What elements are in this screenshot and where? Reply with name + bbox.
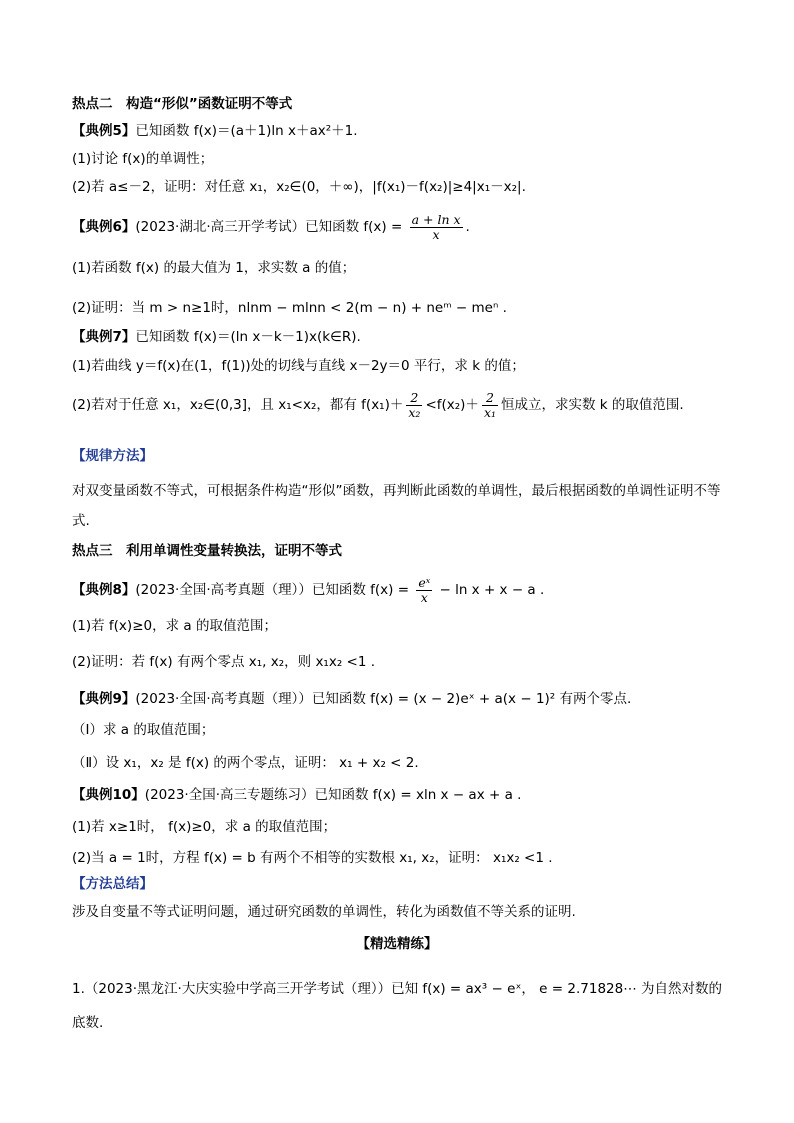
method-heading-1: 【规律方法】 (72, 448, 153, 464)
example-6-suffix: . (465, 219, 470, 235)
example-7-frac2-num: 2 (482, 391, 498, 406)
example-9-q1: （Ⅰ）求 a 的取值范围； (72, 722, 215, 738)
example-8-stem (72, 575, 722, 605)
section-heading-2: 热点二 构造“形似”函数证明不等式 (72, 96, 293, 112)
example-7-fraction-2 (482, 391, 498, 420)
example-8-q2: (2)证明：若 f(x) 有两个零点 x₁, x₂，则 x₁x₂ <1 . (72, 654, 376, 670)
example-6-frac-den: x (432, 226, 440, 242)
example-7-frac1-den: x₂ (408, 404, 421, 420)
example-10-label: 【典例10】 (72, 787, 145, 803)
example-5-q1: (1)讨论 f(x)的单调性； (72, 151, 214, 167)
example-7-frac1-num: 2 (406, 391, 422, 406)
example-9-text: (2023·全国·高考真题（理））已知函数 f(x) = (x − 2)eˣ + a(x − 1)² 有两个零点. (135, 691, 632, 707)
example-8-frac-num: eˣ (418, 574, 431, 590)
example-8-text: (2023·全国·高考真题（理））已知函数 f(x) = (135, 582, 414, 598)
example-7-q1: (1)若曲线 y＝f(x)在(1，f(1))处的切线与直线 x－2y＝0 平行，求 k 的值； (72, 358, 525, 374)
section-heading-3: 热点三 利用单调性变量转换法，证明不等式 (72, 543, 342, 559)
example-10-text: (2023·全国·高三专题练习）已知函数 f(x) = xln x − ax + a . (144, 787, 522, 803)
example-7-frac2-den: x₁ (483, 404, 496, 420)
example-7-q2-c: 恒成立，求实数 k 的取值范围. (501, 397, 684, 413)
example-5-label: 【典例5】 (72, 123, 136, 139)
method-text-1: 对双变量函数不等式，可根据条件构造“形似”函数，再判断此函数的单调性，最后根据函数的单调性证明不等式. (72, 483, 721, 529)
example-5-q2: (2)若 a≤－2，证明：对任意 x₁，x₂∈(0，＋∞)，|f(x₁)－f(x₂)|≥4|x₁－x₂|. (72, 179, 526, 195)
method-text-2: 涉及自变量不等式证明问题，通过研究函数的单调性，转化为函数值不等关系的证明. (72, 904, 576, 920)
example-10-stem (72, 785, 722, 805)
example-7-label: 【典例7】 (72, 329, 136, 345)
example-10-q1: (1)若 x≥1时， f(x)≥0，求 a 的取值范围； (72, 819, 337, 835)
example-6-frac-num: a + ln x (411, 211, 461, 227)
example-8-label: 【典例8】 (72, 582, 136, 598)
example-9-stem (72, 689, 722, 709)
example-8-q1: (1)若 f(x)≥0，求 a 的取值范围； (72, 618, 277, 634)
example-8-fraction (416, 576, 432, 605)
example-5-stem (72, 121, 722, 141)
example-7-fraction-1 (406, 391, 422, 420)
method-heading-2: 【方法总结】 (72, 876, 153, 892)
example-7-q2-b: <f(x₂)＋ (425, 397, 479, 413)
example-7-q2-a: (2)若对于任意 x₁，x₂∈(0,3]，且 x₁<x₂，都有 f(x₁)＋ (72, 397, 404, 413)
example-6-q1: (1)若函数 f(x) 的最大值为 1，求实数 a 的值； (72, 260, 356, 276)
example-5-text: 已知函数 f(x)＝(a＋1)ln x＋ax²＋1. (135, 123, 358, 139)
example-9-q2: （Ⅱ）设 x₁，x₂ 是 f(x) 的两个零点，证明： x₁ + x₂ < 2. (72, 755, 419, 771)
example-6-q2: (2)证明：当 m > n≥1时，nlnm − mlnn < 2(m − n) + neᵐ − meⁿ . (72, 300, 507, 316)
example-6-fraction (410, 213, 463, 242)
example-7-text: 已知函数 f(x)＝(ln x－k－1)x(k∈R). (135, 329, 361, 345)
example-6-label: 【典例6】 (72, 219, 136, 235)
example-8-frac-den: x (420, 589, 428, 605)
example-7-q2 (72, 387, 722, 423)
example-6-stem (72, 212, 722, 242)
example-9-label: 【典例9】 (72, 691, 136, 707)
example-6-text: (2023·湖北·高三开学考试）已知函数 f(x) = (135, 219, 407, 235)
example-7-stem (72, 327, 722, 347)
practice-item-1: 1.（2023·黑龙江·大庆实验中学高三开学考试（理））已知 f(x) = ax³ − eˣ， e = 2.71828⋯ 为自然对数的底数. (72, 981, 723, 1031)
example-10-q2: (2)当 a = 1时，方程 f(x) = b 有两个不相等的实数根 x₁, x₂，证明： x₁x₂ <1 . (72, 850, 553, 866)
practice-heading: 【精选精练】 (356, 936, 438, 952)
example-8-suffix: − ln x + x − a . (435, 582, 545, 598)
